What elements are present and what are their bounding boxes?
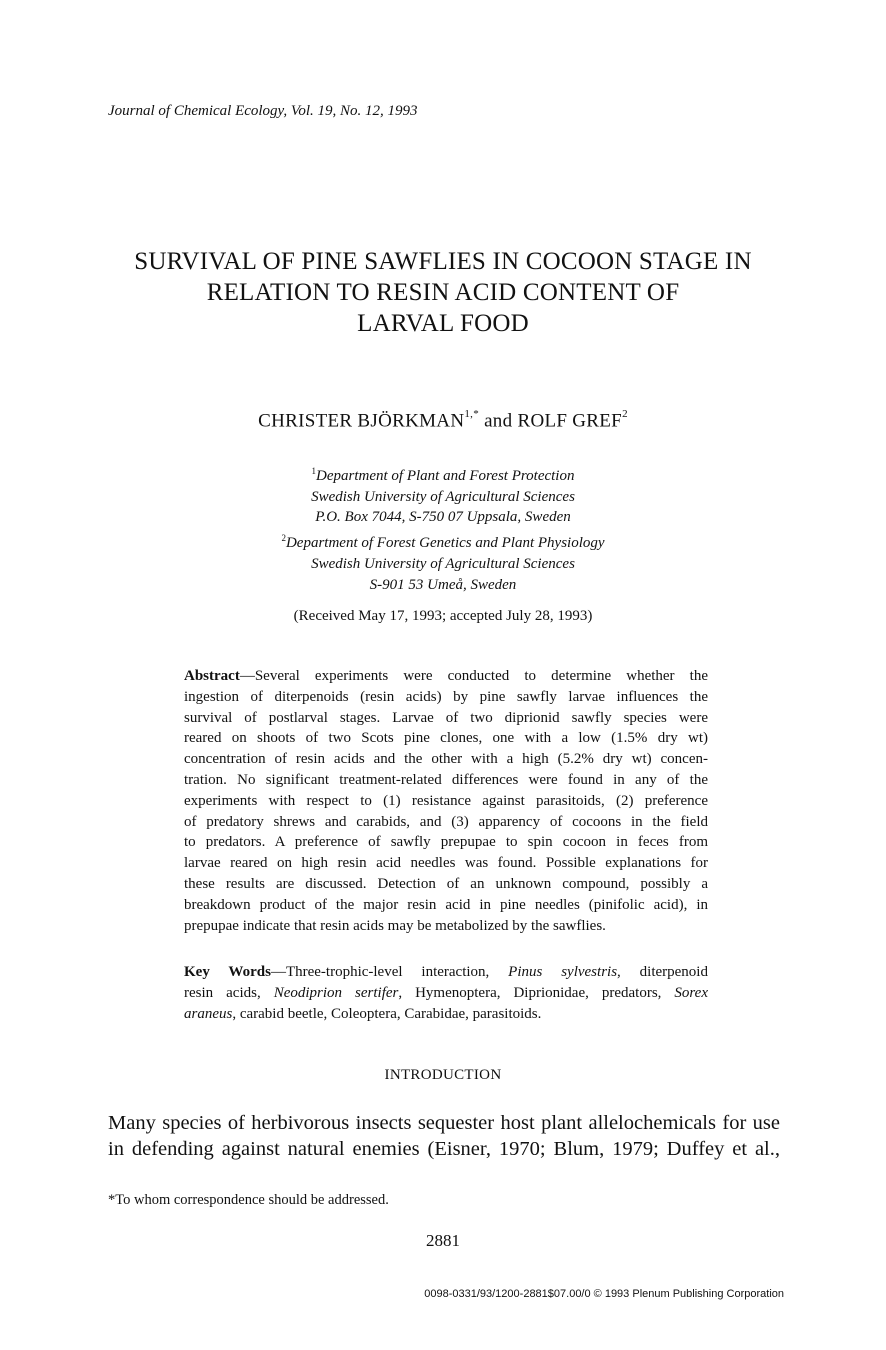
author-1-sup: 1,* xyxy=(464,408,479,420)
affiliation-1-dept: Department of Plant and Forest Protection xyxy=(316,468,575,484)
abstract-line: to predators. A preference of sawfly prepupae to spin cocoon in feces from xyxy=(184,834,708,851)
abstract-line: survival of postlarval stages. Larvae of two diprionid sawfly species were xyxy=(184,709,708,726)
keywords-text: , Hymenoptera, Diprionidae, predators, xyxy=(398,984,675,1001)
author-1: CHRISTER BJÖRKMAN xyxy=(258,410,465,432)
keywords-line-2 xyxy=(184,983,708,1004)
author-2-sup: 2 xyxy=(622,408,628,420)
affiliation-2-dept: Department of Forest Genetics and Plant Physiology xyxy=(285,535,605,552)
abstract-line: breakdown product of the major resin acid in pine needles (pinifolic acid), in xyxy=(184,896,708,913)
received-dates: (Received May 17, 1993; accepted July 28, 1993) xyxy=(293,608,593,624)
article-title xyxy=(0,246,886,339)
abstract-line: ingestion of diterpenoids (resin acids) by pine sawfly larvae influences the xyxy=(184,688,708,705)
affiliation-1-line-1 xyxy=(0,461,886,487)
affiliation-1-line-2: Swedish University of Agricultural Sciences xyxy=(311,488,575,505)
keywords-text: , diterpenoid xyxy=(617,964,708,980)
abstract-line xyxy=(184,666,708,687)
introduction-line-1: Many species of herbivorous insects sequester host plant allelochemicals for use xyxy=(108,1112,780,1134)
authors xyxy=(0,410,886,432)
copyright-line: 0098-0331/93/1200-2881$07.00/0 © 1993 Plenum Publishing Corporation xyxy=(424,1288,784,1300)
keywords-line-1 xyxy=(184,962,708,983)
abstract-label: Abstract xyxy=(184,668,240,684)
keywords-text: , carabid beetle, Coleoptera, Carabidae, parasitoids. xyxy=(232,1005,542,1022)
abstract-line: tration. No significant treatment-related differences were found in any of the xyxy=(184,771,708,788)
keywords-species: Neodiprion sertifer xyxy=(273,984,399,1001)
keywords xyxy=(184,962,708,1024)
abstract-text: —Several experiments were conducted to determine whether the xyxy=(239,668,708,684)
affiliation-2-line-1 xyxy=(0,528,886,554)
abstract xyxy=(184,666,708,936)
abstract-line: prepupae indicate that resin acids may be metabolized by the sawflies. xyxy=(184,917,606,934)
keywords-species: Pinus sylvestris xyxy=(508,964,618,980)
title-line-2: RELATION TO RESIN ACID CONTENT OF xyxy=(206,279,680,306)
affiliation-2-line-2: Swedish University of Agricultural Sciences xyxy=(311,555,575,572)
page-number: 2881 xyxy=(426,1231,460,1250)
introduction-line-2: in defending against natural enemies (Eisner, 1970; Blum, 1979; Duffey et al., xyxy=(108,1138,780,1160)
author-2: ROLF GREF xyxy=(517,410,623,432)
abstract-line: concentration of resin acids and the other with a high (5.2% dry wt) concen- xyxy=(184,751,708,768)
keywords-label: Key Words xyxy=(184,964,271,980)
title-line-3: LARVAL FOOD xyxy=(357,310,529,337)
keywords-text: —Three-trophic-level interaction, xyxy=(270,964,509,980)
keywords-species: araneus xyxy=(184,1005,233,1022)
section-heading-introduction: INTRODUCTION xyxy=(384,1067,502,1083)
affiliation-1-line-3: P.O. Box 7044, S-750 07 Uppsala, Sweden xyxy=(315,509,571,526)
title-line-1: SURVIVAL OF PINE SAWFLIES IN COCOON STAGE IN xyxy=(134,248,752,275)
affiliation-2-sup: 2 xyxy=(281,533,286,544)
keywords-species: Sorex xyxy=(674,984,708,1001)
abstract-line: of predatory shrews and carabids, and (3) apparency of cocoons in the field xyxy=(184,813,708,830)
abstract-line: these results are discussed. Detection of an unknown compound, possibly a xyxy=(184,875,708,892)
abstract-line: reared on shoots of two Scots pine clones, one with a low (1.5% dry wt) xyxy=(184,730,708,747)
affiliations xyxy=(0,461,886,595)
affiliation-1-sup: 1 xyxy=(311,466,317,476)
abstract-line: larvae reared on high resin acid needles was found. Possible explanations for xyxy=(184,855,708,872)
authors-conjunction: and xyxy=(484,410,513,432)
abstract-line: experiments with respect to (1) resistance against parasitoids, (2) preference xyxy=(184,792,708,809)
affiliation-2-line-3: S-901 53 Umeå, Sweden xyxy=(369,576,517,593)
keywords-line-3 xyxy=(184,1004,708,1025)
keywords-text: resin acids, xyxy=(184,984,274,1001)
journal-citation: Journal of Chemical Ecology, Vol. 19, No. 12, 1993 xyxy=(108,103,418,119)
footnote: *To whom correspondence should be addressed. xyxy=(108,1192,389,1208)
introduction-text xyxy=(108,1110,780,1162)
